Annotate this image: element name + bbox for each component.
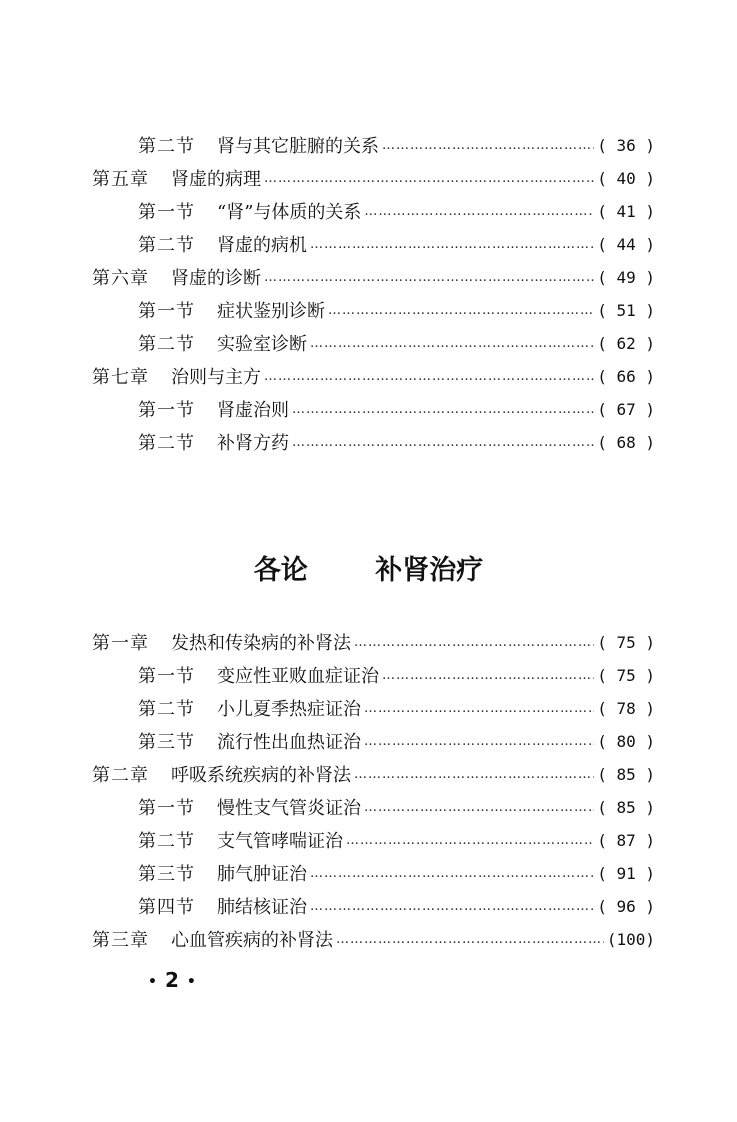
entry-title: 实验室诊断 bbox=[217, 334, 307, 355]
toc-entry bbox=[138, 891, 655, 921]
toc-entry bbox=[92, 361, 655, 391]
leader-dots bbox=[310, 899, 594, 914]
toc-entry bbox=[138, 726, 655, 756]
entry-number: 第三节 bbox=[138, 732, 195, 753]
leader-dots bbox=[364, 800, 594, 815]
entry-number: 第一节 bbox=[138, 301, 195, 322]
leader-dots bbox=[336, 932, 604, 947]
leader-dots bbox=[382, 668, 594, 683]
leader-dots bbox=[328, 303, 594, 318]
entry-number: 第二章 bbox=[92, 765, 149, 786]
entry-title: 症状鉴别诊断 bbox=[217, 301, 325, 322]
entry-page: ( 49 ) bbox=[597, 267, 655, 287]
entry-number: 第三节 bbox=[138, 864, 195, 885]
leader-dots bbox=[264, 369, 594, 384]
entry-number: 第一节 bbox=[138, 666, 195, 687]
page-number bbox=[140, 968, 204, 992]
leader-dots bbox=[292, 402, 594, 417]
toc-entry bbox=[138, 328, 655, 358]
heading-right: 补肾治疗 bbox=[375, 555, 484, 586]
toc-entry bbox=[138, 858, 655, 888]
entry-page: ( 68 ) bbox=[597, 432, 655, 452]
entry-title: 慢性支气管炎证治 bbox=[217, 798, 361, 819]
toc-entry bbox=[138, 825, 655, 855]
entry-title: 补肾方药 bbox=[217, 433, 289, 454]
entry-page: ( 87 ) bbox=[597, 830, 655, 850]
heading-left: 各论 bbox=[253, 555, 308, 586]
entry-page: ( 36 ) bbox=[597, 135, 655, 155]
entry-number: 第二节 bbox=[138, 136, 195, 157]
entry-page: ( 80 ) bbox=[597, 731, 655, 751]
toc-entry bbox=[92, 163, 655, 193]
entry-page: ( 91 ) bbox=[597, 863, 655, 883]
toc-entry bbox=[138, 693, 655, 723]
toc-entry bbox=[138, 196, 655, 226]
page-number-dot: • bbox=[148, 973, 157, 990]
entry-page: ( 66 ) bbox=[597, 366, 655, 386]
entry-title: 肾虚治则 bbox=[217, 400, 289, 421]
entry-page: ( 85 ) bbox=[597, 797, 655, 817]
entry-number: 第四节 bbox=[138, 897, 195, 918]
toc-entry bbox=[138, 295, 655, 325]
toc-entry bbox=[138, 229, 655, 259]
leader-dots bbox=[364, 204, 594, 219]
leader-dots bbox=[346, 833, 594, 848]
page-number-dot: • bbox=[186, 973, 196, 990]
toc-entry bbox=[138, 394, 655, 424]
leader-dots bbox=[364, 734, 594, 749]
entry-title: 肾与其它脏腑的关系 bbox=[217, 136, 379, 157]
entry-number: 第二节 bbox=[138, 699, 195, 720]
entry-title: 治则与主方 bbox=[171, 367, 261, 388]
entry-title: 变应性亚败血症证治 bbox=[217, 666, 379, 687]
toc-entry bbox=[92, 759, 655, 789]
entry-page: ( 62 ) bbox=[597, 333, 655, 353]
entry-number: 第二节 bbox=[138, 235, 195, 256]
entry-page: ( 40 ) bbox=[597, 168, 655, 188]
leader-dots bbox=[310, 866, 594, 881]
entry-page: ( 44 ) bbox=[597, 234, 655, 254]
leader-dots bbox=[264, 171, 594, 186]
entry-page: ( 78 ) bbox=[597, 698, 655, 718]
toc-entry bbox=[138, 792, 655, 822]
leader-dots bbox=[310, 336, 594, 351]
entry-number: 第一节 bbox=[138, 202, 195, 223]
entry-number: 第六章 bbox=[92, 268, 149, 289]
entry-title: 肺气肿证治 bbox=[217, 864, 307, 885]
toc-entry bbox=[138, 427, 655, 457]
entry-page: ( 75 ) bbox=[597, 632, 655, 652]
leader-dots bbox=[264, 270, 594, 285]
section-heading bbox=[0, 548, 737, 587]
entry-title: 支气管哮喘证治 bbox=[217, 831, 343, 852]
entry-title: 肺结核证治 bbox=[217, 897, 307, 918]
leader-dots bbox=[364, 701, 594, 716]
entry-number: 第五章 bbox=[92, 169, 149, 190]
leader-dots bbox=[354, 767, 594, 782]
entry-title: 呼吸系统疾病的补肾法 bbox=[171, 765, 351, 786]
entry-page: ( 85 ) bbox=[597, 764, 655, 784]
entry-number: 第一节 bbox=[138, 400, 195, 421]
leader-dots bbox=[354, 635, 594, 650]
entry-number: 第二节 bbox=[138, 831, 195, 852]
leader-dots bbox=[292, 435, 594, 450]
entry-number: 第三章 bbox=[92, 930, 149, 951]
toc-entry bbox=[138, 660, 655, 690]
entry-number: 第二节 bbox=[138, 334, 195, 355]
entry-number: 第二节 bbox=[138, 433, 195, 454]
entry-number: 第一节 bbox=[138, 798, 195, 819]
toc-entry bbox=[138, 130, 655, 160]
toc-entry bbox=[92, 262, 655, 292]
entry-title: 流行性出血热证治 bbox=[217, 732, 361, 753]
entry-title: 肾虚的病机 bbox=[217, 235, 307, 256]
entry-number: 第七章 bbox=[92, 367, 149, 388]
entry-title: 小儿夏季热症证治 bbox=[217, 699, 361, 720]
entry-number: 第一章 bbox=[92, 633, 149, 654]
entry-title: 肾虚的病理 bbox=[171, 169, 261, 190]
toc-entry bbox=[92, 627, 655, 657]
entry-title: 发热和传染病的补肾法 bbox=[171, 633, 351, 654]
page-number-value: 2 bbox=[164, 968, 179, 992]
entry-title: 心血管疾病的补肾法 bbox=[171, 930, 333, 951]
leader-dots bbox=[382, 138, 594, 153]
entry-page: ( 41 ) bbox=[597, 201, 655, 221]
entry-title: 肾虚的诊断 bbox=[171, 268, 261, 289]
entry-title: “肾”与体质的关系 bbox=[217, 202, 362, 223]
entry-page: ( 75 ) bbox=[597, 665, 655, 685]
entry-page: ( 51 ) bbox=[597, 300, 655, 320]
entry-page: (100) bbox=[606, 929, 655, 949]
entry-page: ( 67 ) bbox=[597, 399, 655, 419]
entry-page: ( 96 ) bbox=[597, 896, 655, 916]
toc-entry bbox=[92, 924, 655, 954]
leader-dots bbox=[310, 237, 594, 252]
